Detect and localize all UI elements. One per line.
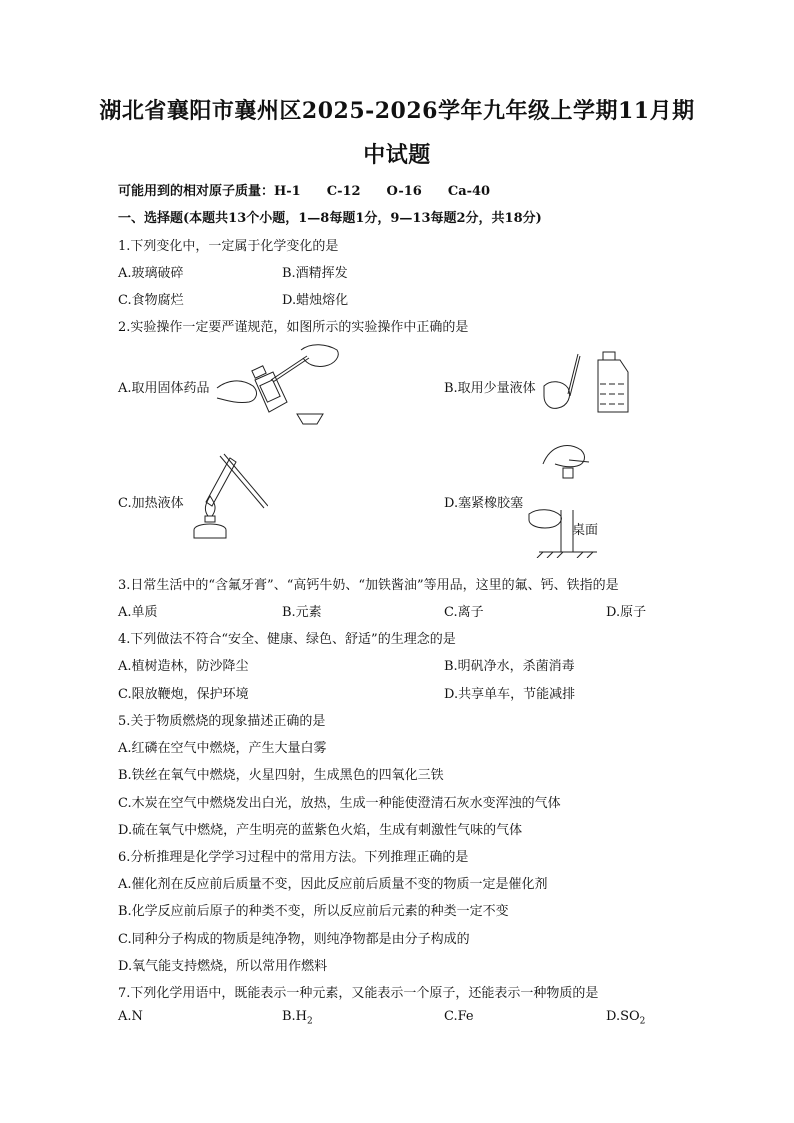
q3-stem: 3.日常生活中的“含氟牙膏”、“高钙牛奶、“加铁酱油”等用品，这里的氟、钙、铁指的是 (118, 578, 619, 593)
q5-option-d: D.硫在氧气中燃烧，产生明亮的蓝紫色火焰，生成有刺激性气味的气体 (118, 823, 523, 838)
dropper-illustration (540, 350, 635, 418)
title-line-1: 湖北省襄阳市襄州区2025-2026学年九年级上学期11月期 (99, 98, 695, 124)
q3-option-c: C.离子 (444, 605, 484, 620)
q4-option-d: D.共享单车，节能减排 (444, 687, 576, 702)
q5-option-a: A.红磷在空气中燃烧，产生大量白雾 (118, 741, 327, 756)
heating-liquid-illustration (188, 452, 268, 544)
q7-option-b-main: B.H (282, 1009, 308, 1024)
q4-option-b: B.明矾净水，杀菌消毒 (444, 659, 575, 674)
q4-stem: 4.下列做法不符合“安全、健康、绿色、舒适”的生理念的是 (118, 632, 456, 647)
q2-option-c: C.加热液体 (118, 496, 184, 511)
stopper-illustration (525, 440, 605, 558)
q1-option-d: D.蜡烛熔化 (282, 293, 349, 308)
q7-option-a: A.N (118, 1009, 143, 1024)
q5-option-c: C.木炭在空气中燃烧发出白光，放热，生成一种能使澄清石灰水变浑浊的气体 (118, 796, 561, 811)
q7-stem: 7.下列化学用语中，既能表示一种元素，又能表示一个原子，还能表示一种物质的是 (118, 986, 599, 1001)
q3-option-d: D.原子 (606, 605, 647, 620)
q7-option-d (606, 1009, 645, 1027)
q5-stem: 5.关于物质燃烧的现象描述正确的是 (118, 714, 326, 729)
q2-option-b: B.取用少量液体 (444, 381, 536, 396)
q7-option-c: C.Fe (444, 1009, 474, 1024)
solid-reagent-illustration (215, 340, 345, 428)
q3-option-a: A.单质 (118, 605, 158, 620)
q6-option-b: B.化学反应前后原子的种类不变，所以反应前后元素的种类一定不变 (118, 904, 509, 919)
q4-option-c: C.限放鞭炮，保护环境 (118, 687, 249, 702)
q1-stem: 1.下列变化中，一定属于化学变化的是 (118, 239, 339, 254)
q3-option-b: B.元素 (282, 605, 322, 620)
q5-option-b: B.铁丝在氧气中燃烧，火星四射，生成黑色的四氧化三铁 (118, 768, 444, 783)
q2-option-d: D.塞紧橡胶塞 (444, 496, 524, 511)
q1-option-b: B.酒精挥发 (282, 266, 348, 281)
q1-option-c: C.食物腐烂 (118, 293, 184, 308)
q4-option-a: A.植树造林，防沙降尘 (118, 659, 249, 674)
q2-option-a: A.取用固体药品 (118, 381, 210, 396)
q6-option-a: A.催化剂在反应前后质量不变，因此反应前后质量不变的物质一定是催化剂 (118, 877, 548, 892)
q2-stem: 2.实验操作一定要严谨规范，如图所示的实验操作中正确的是 (118, 320, 469, 335)
section-heading: 一、选择题(本题共13个小题，1—8每题1分，9—13每题2分，共18分) (118, 211, 542, 226)
atomic-mass-line: 可能用到的相对原子质量：H-1 C-12 O-16 Ca-40 (118, 184, 491, 199)
q1-option-a: A.玻璃破碎 (118, 266, 184, 281)
q7-option-d-main: D.SO (606, 1009, 640, 1024)
desk-label: 桌面 (572, 523, 599, 538)
q7-option-b-sub: 2 (307, 1016, 313, 1027)
q7-option-b (282, 1009, 313, 1027)
title-line-2: 中试题 (363, 142, 431, 168)
q6-stem: 6.分析推理是化学学习过程中的常用方法。下列推理正确的是 (118, 850, 469, 865)
q6-option-c: C.同种分子构成的物质是纯净物，则纯净物都是由分子构成的 (118, 932, 470, 947)
q6-option-d: D.氧气能支持燃烧，所以常用作燃料 (118, 959, 328, 974)
q7-option-d-sub: 2 (639, 1016, 646, 1027)
